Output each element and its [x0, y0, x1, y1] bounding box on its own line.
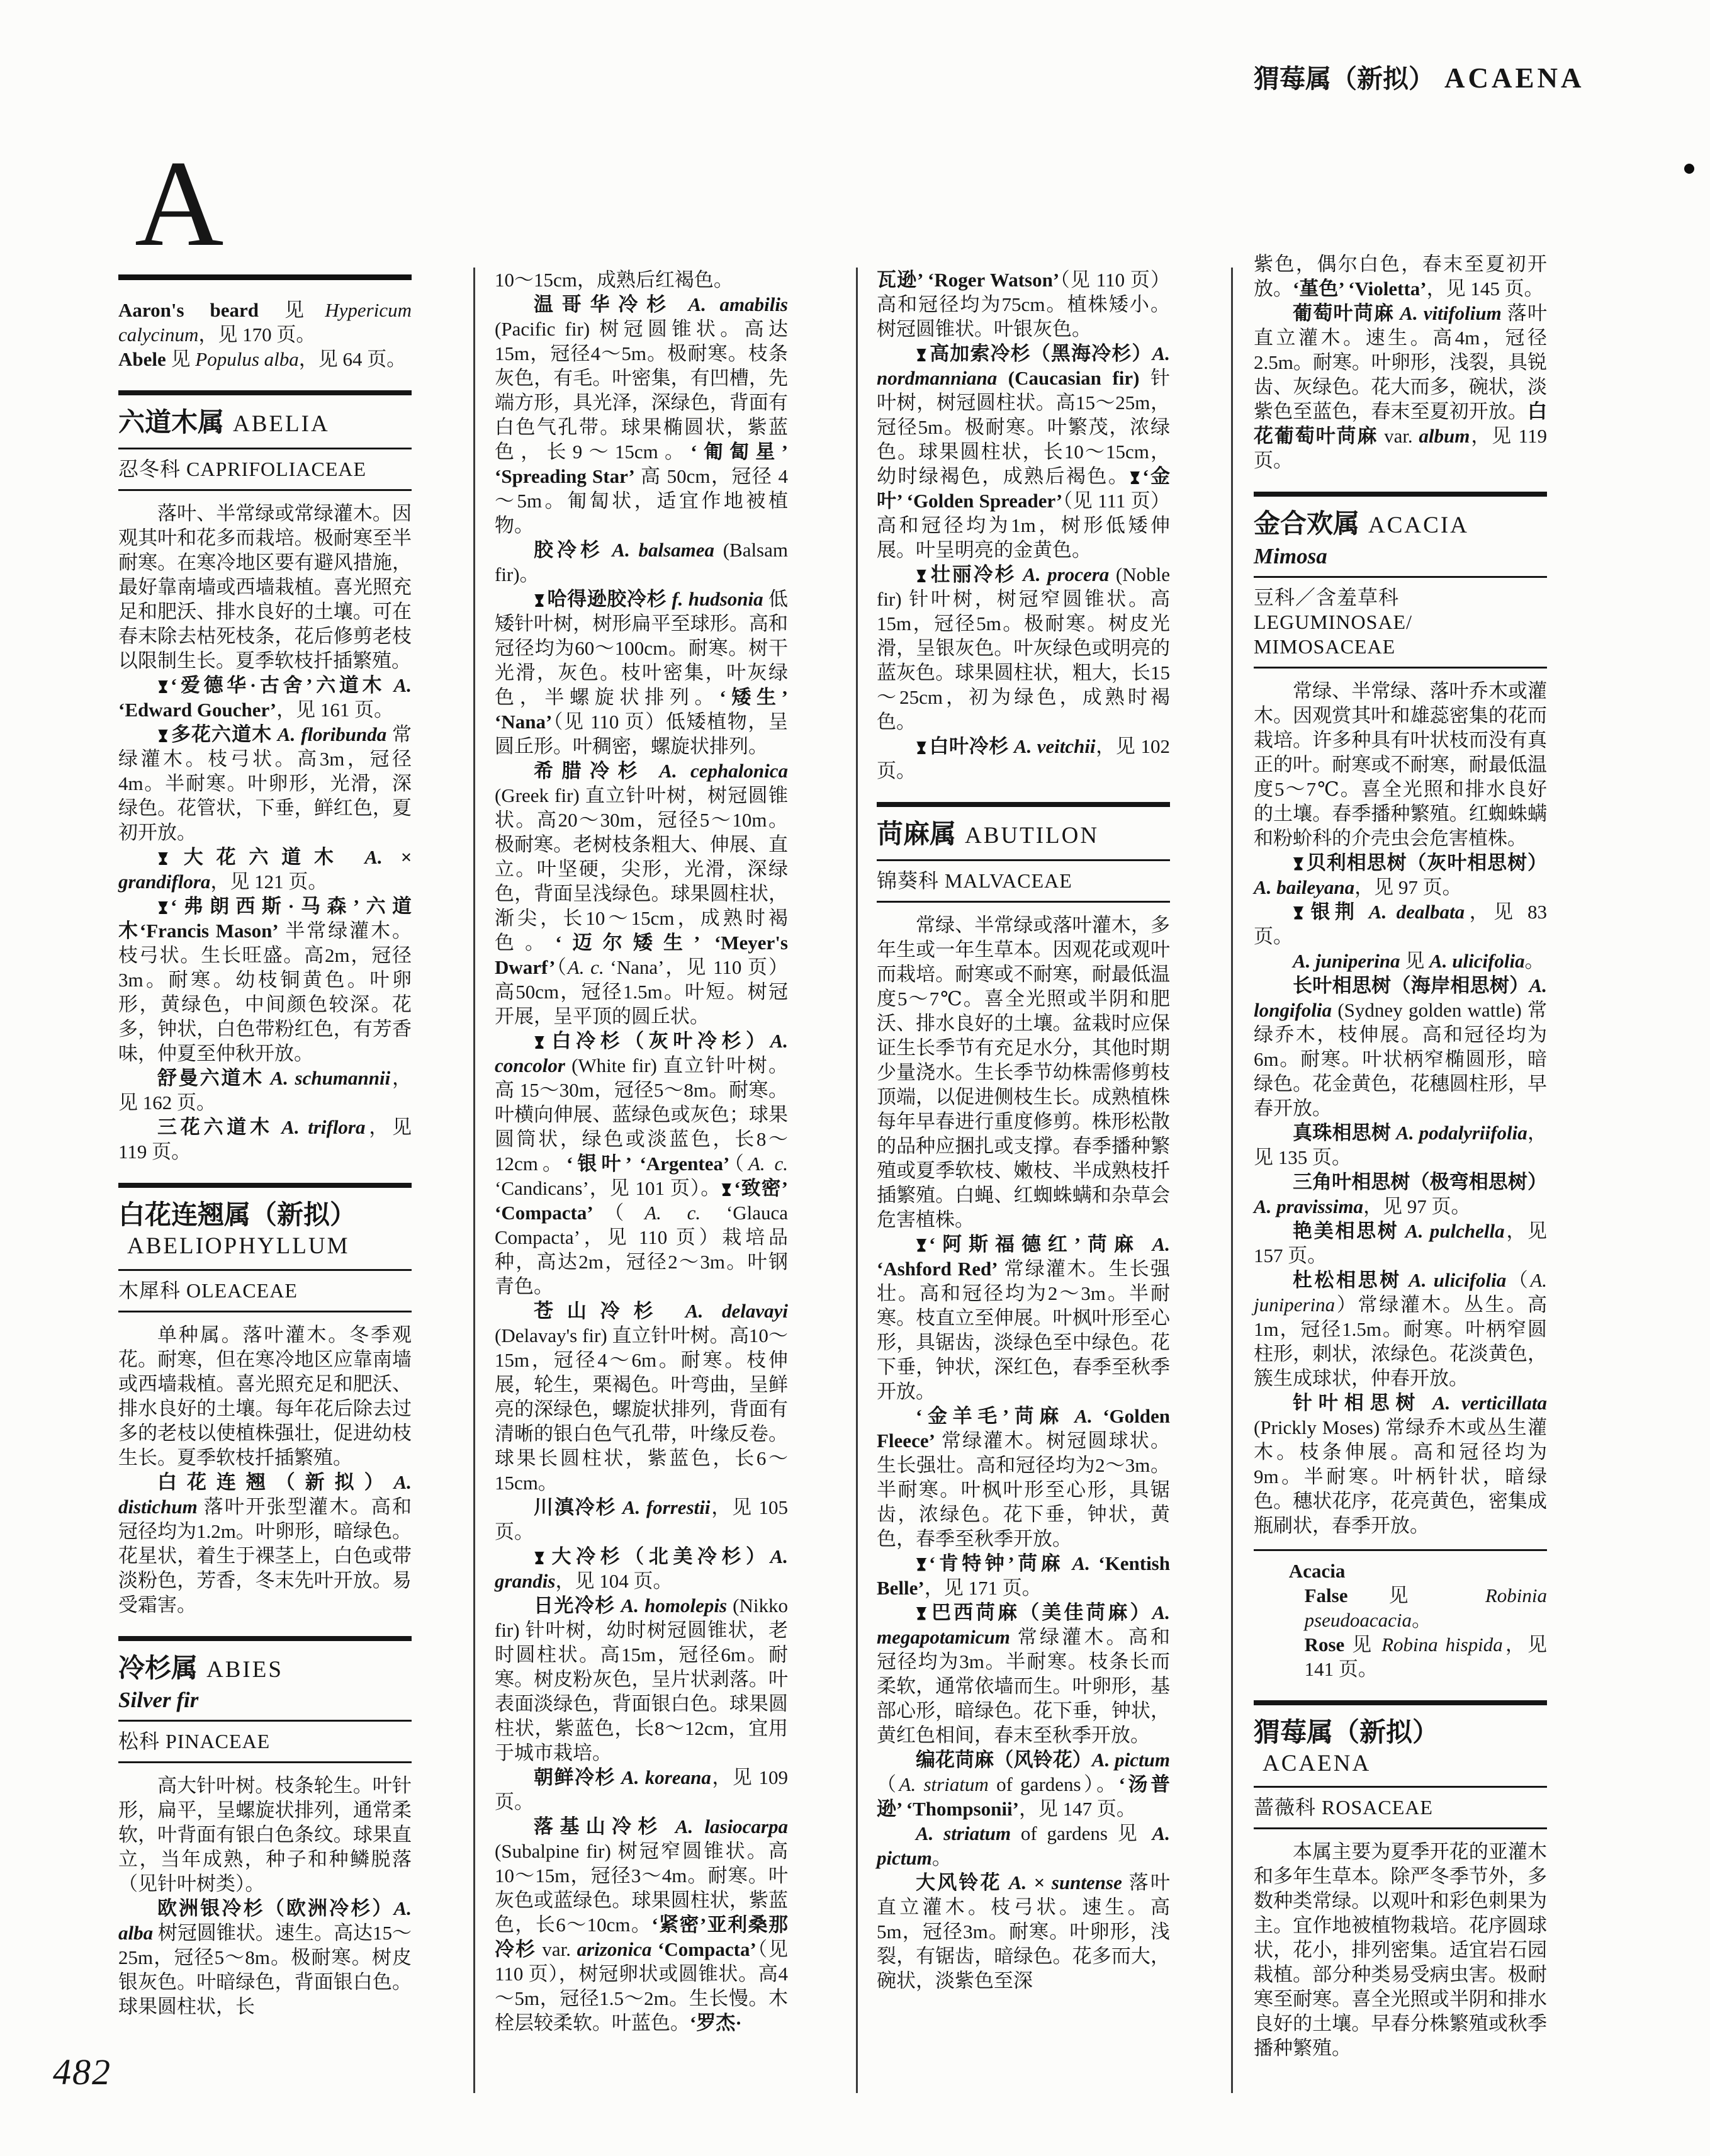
- column-divider: [473, 268, 475, 2093]
- species-entry: [495, 1029, 788, 1299]
- award-trophy-icon: [916, 1607, 927, 1620]
- text-run: A. dealbata: [1368, 900, 1465, 923]
- species-entry: [118, 722, 412, 845]
- text-run: Aaron's beard: [118, 299, 285, 322]
- text-run: 希腊冷杉: [534, 760, 660, 782]
- text-run: 高加索冷杉（黑海冷杉）: [928, 342, 1152, 364]
- column-divider: [1231, 268, 1233, 2093]
- cross-reference-entry: [118, 347, 412, 371]
- text-run: 落叶直立灌木。枝弓状。速生。高5m，冠径3m。耐寒。叶卵形，浅裂，有锯齿，暗绿色。花多而大，碗状，淡紫色至深: [877, 1871, 1171, 1992]
- intro-paragraph: [118, 501, 412, 673]
- species-entry: [877, 1821, 1170, 1870]
- genus-heading: [1254, 1700, 1547, 1786]
- text-run: A. baileyana: [1254, 876, 1355, 898]
- text-run: 10～15cm，成熟后红褐色。: [495, 269, 733, 291]
- award-trophy-icon: [916, 570, 927, 582]
- award-trophy-icon: [1293, 906, 1304, 919]
- text-run: 。: [1524, 949, 1544, 972]
- text-run: A. ulicifolia: [1409, 1268, 1507, 1291]
- text-run: Robina hispida: [1381, 1633, 1503, 1656]
- species-entry: [1254, 973, 1547, 1120]
- text-run: 见: [171, 348, 196, 371]
- text-run: 低矮针叶树，树形扁平至球形。高和冠径均为60～100cm。耐寒。树干光滑，灰色。枝叶密集，叶灰绿色，半螺旋状排列。: [495, 588, 789, 708]
- species-entry: [1254, 1268, 1547, 1391]
- text-run: 落叶、半常绿或常绿灌木。因观其叶和花多而栽培。极耐寒至半耐寒。在寒冷地区要有避风措施，最好靠南墙或西墙栽植。喜光照充足和肥沃、排水良好的土壤。可在春末除去枯死枝条，花后修剪老枝以限制生长。夏季软枝扦插繁殖。: [118, 502, 412, 672]
- text-run: (White fir) 直立针叶树。高 15～30m，冠径5～8m。耐寒。叶横向伸展、蓝绿色或灰色；球果圆筒状，绿色或淡蓝色，长8～12cm。: [495, 1054, 788, 1175]
- family-line: 锦葵科 MALVACEAE: [877, 859, 1170, 903]
- running-head-chinese: 猬莓属（新拟）: [1254, 64, 1434, 93]
- text-run: 银荆: [1305, 900, 1369, 923]
- text-run: A. delavayi: [685, 1300, 788, 1322]
- family-line: 豆科／含羞草科 LEGUMINOSAE/ MIMOSACEAE: [1254, 576, 1547, 669]
- text-run: A.: [1072, 1552, 1091, 1574]
- text-run: ‘汤普逊’ ‘Thompsonii’: [877, 1773, 1170, 1820]
- text-run: ，见 170 页。: [198, 324, 316, 346]
- text-run: (Balsam fir)。: [495, 539, 788, 585]
- text-run: 半常绿灌木。枝弓状。生长旺盛。高2m，冠径3m。耐寒。幼枝铜黄色。叶卵形，黄绿色，中间颜色较深。花多，钟状，白色带粉红色，有芳香味，仲夏至仲秋开放。: [118, 919, 412, 1064]
- intro-paragraph: [118, 1773, 412, 1896]
- text-run: A. nordmanniana: [877, 342, 1170, 389]
- text-run: (Prickly Moses) 常绿乔木或丛生灌木。枝条伸展。高和冠径均为9m。半耐寒。叶柄针状，暗绿色。穗状花序，花亮黄色，密集成瓶刷状，春季开放。: [1254, 1416, 1547, 1537]
- text-run: 川滇冷杉: [534, 1496, 622, 1518]
- text-run: f. hudsonia: [672, 588, 763, 610]
- text-run: ‘Kentish Belle’: [877, 1552, 1170, 1599]
- text-run: 贝利相思树（灰叶相思树）: [1305, 851, 1547, 874]
- text-run: Acacia: [1288, 1559, 1346, 1582]
- award-trophy-icon: [157, 901, 169, 914]
- species-entry: [1254, 850, 1547, 900]
- text-run: A. pulchella: [1405, 1219, 1505, 1242]
- genus-chinese-name: 六道木属: [118, 409, 225, 438]
- text-run: 哈得逊胶冷杉: [546, 588, 672, 610]
- genus-chinese-name: 猬莓属（新拟）: [1254, 1718, 1439, 1747]
- text-run: 多花六道木: [170, 723, 278, 745]
- text-run: 高大针叶树。枝条轮生。叶针形，扁平，呈螺旋状排列，通常柔软，叶背面有银白色条纹。球果直立，当年成熟，种子和种鳞脱落（见针叶树类）。: [118, 1775, 412, 1895]
- species-entry: [495, 1299, 788, 1495]
- text-run: ）常绿灌木。丛生。高1m，冠径1.5m。耐寒。叶柄窄圆柱形，刺状，浓绿色。花淡黄色，簇生成球状，仲春开放。: [1254, 1293, 1547, 1389]
- text-run: of gardens 见: [1011, 1822, 1152, 1844]
- cross-reference-entry: [118, 298, 412, 347]
- text-run: 见: [1388, 1584, 1485, 1606]
- text-run: A. lasiocarpa: [675, 1815, 788, 1837]
- text-run: （: [729, 1153, 748, 1175]
- text-run: ，见 141 页。: [1304, 1633, 1547, 1680]
- text-run: A.: [393, 674, 412, 696]
- text-run: 葡萄叶苘麻: [1293, 302, 1400, 324]
- text-run: 编花苘麻（风铃花）: [916, 1748, 1092, 1771]
- text-run: ‘Golden Fleece’: [877, 1404, 1170, 1452]
- text-run: (Caucasian fir): [997, 367, 1140, 389]
- award-trophy-icon: [1293, 857, 1304, 870]
- text-run: 长叶相思树（海岸相思树）: [1293, 974, 1529, 996]
- intro-paragraph: [877, 913, 1170, 1232]
- intro-paragraph: [1254, 679, 1547, 850]
- text-run: ‘肯特钟’苘麻: [928, 1552, 1072, 1574]
- text-run: 常绿灌木。枝弓状。高3m，冠径4m。半耐寒。叶卵形，光滑，深绿色。花管状，下垂，鲜红色，夏初开放。: [118, 723, 412, 844]
- text-run: ，见 102 页。: [877, 735, 1171, 782]
- text-run: （: [555, 956, 568, 978]
- separator-rule: [1254, 1549, 1547, 1551]
- drop-cap-letter: A: [118, 150, 412, 280]
- text-run: A. vitifolium: [1400, 302, 1502, 324]
- species-entry: [877, 1870, 1170, 1993]
- text-run: ，见 121 页。: [210, 870, 328, 893]
- genus-common-name: Mimosa: [1254, 543, 1327, 568]
- genus-heading: [118, 390, 412, 448]
- text-run: var.: [1384, 425, 1419, 447]
- award-trophy-icon: [721, 1183, 732, 1196]
- text-run: ‘堇色’ ‘Violetta’: [1293, 278, 1427, 300]
- species-entry: [1254, 1170, 1547, 1219]
- text-run: A. amabilis: [688, 293, 788, 315]
- text-run: 落叶开张型灌木。高和冠径均为1.2m。叶卵形，暗绿色。花星状，着生于裸茎上，白色或带淡粉色，芳香，冬末先叶开放。易受霜害。: [118, 1495, 412, 1616]
- text-run: A. schumannii: [270, 1066, 391, 1089]
- ink-dot: [1684, 164, 1694, 174]
- text-run: 真珠相思树: [1293, 1121, 1397, 1144]
- genus-heading: [1254, 492, 1547, 576]
- text-run: ‘爱德华·古舍’六道木: [170, 674, 394, 696]
- text-run: A. balsamea: [612, 539, 715, 561]
- see-also-entry: [1254, 1559, 1547, 1583]
- text-run: A.: [1074, 1404, 1093, 1427]
- species-entry: [118, 894, 412, 1066]
- text-run: （: [877, 1773, 899, 1795]
- column-4: [1254, 252, 1547, 2060]
- text-run: 胶冷杉: [534, 539, 612, 561]
- text-run: A. verticillata: [1432, 1391, 1547, 1414]
- text-run: A. concolor: [495, 1030, 788, 1076]
- text-run: 日光冷杉: [534, 1594, 621, 1617]
- species-entry: [1254, 301, 1547, 473]
- text-run: A. × grandiflora: [118, 845, 412, 893]
- text-run: 见: [1352, 1633, 1382, 1656]
- text-run: 杜松相思树: [1293, 1268, 1409, 1291]
- text-run: ‘罗杰·: [690, 2012, 742, 2034]
- genus-latin-name: ACAENA: [1263, 1751, 1371, 1776]
- species-entry: [118, 1896, 412, 2019]
- text-run: A. cephalonica: [659, 760, 789, 782]
- intro-paragraph: [118, 1323, 412, 1470]
- text-run: 白冷杉（灰叶冷杉）: [546, 1030, 770, 1052]
- species-entry: [495, 292, 788, 538]
- text-run: ，见 119 页。: [118, 1115, 412, 1163]
- text-run: A. veitchii: [1013, 735, 1096, 757]
- text-run: 常绿灌木。树冠圆球状。生长强壮。高和冠径均为2～3m。半耐寒。叶枫叶形至心形，具锯齿，浓绿色。花下垂，钟状，黄色，春季至秋季开放。: [877, 1429, 1170, 1550]
- text-run: of gardens）。: [988, 1773, 1119, 1795]
- text-run: 。: [931, 1846, 952, 1869]
- text-run: ‘银叶’ ‘Argentea’: [566, 1153, 730, 1175]
- genus-heading: [877, 802, 1170, 859]
- text-run: (Sydney golden wattle) 常绿乔木，枝伸展。高和冠径均为6m。耐寒。叶状柄窄椭圆形，暗绿色。花金黄色，花穗圆柱形，早春开放。: [1254, 998, 1547, 1119]
- text-run: A. podalyriifolia: [1396, 1121, 1527, 1144]
- text-run: A. juniperina: [1254, 1268, 1547, 1316]
- text-run: 常绿灌木。高和冠径均为3m。半耐寒。枝条长而柔软，通常依墙而生。叶卵形，基部心形，暗绿色。花下垂，钟状，黄红色相间，春末至秋季开放。: [877, 1625, 1170, 1746]
- text-run: ，见 109 页。: [495, 1766, 788, 1813]
- text-run: ，见 162 页。: [118, 1066, 412, 1114]
- species-entry: [877, 1404, 1170, 1551]
- species-entry: [1254, 1391, 1547, 1538]
- species-entry: [1254, 1120, 1547, 1170]
- species-entry: [1254, 1219, 1547, 1268]
- text-run: ‘迈尔矮生’ ‘Meyer's Dwarf’: [495, 932, 788, 978]
- text-run: 白花连翘（新拟）: [157, 1470, 394, 1493]
- text-run: A. juniperina: [1293, 949, 1400, 972]
- text-run: ，见 135 页。: [1254, 1121, 1548, 1168]
- text-run: 朝鲜冷杉: [534, 1766, 622, 1788]
- text-run: ‘Nana’，见 110 页）高50cm，冠径1.5m。叶短。树冠开展，呈平顶的圆丘状。: [495, 956, 789, 1027]
- text-run: ，见 97 页。: [1354, 876, 1462, 898]
- text-run: album: [1419, 425, 1470, 447]
- page-number: 482: [53, 2052, 111, 2092]
- text-run: A. striatum: [916, 1822, 1011, 1844]
- text-run: Robinia pseudoacacia: [1304, 1584, 1548, 1631]
- text-run: ，见 105 页。: [495, 1496, 789, 1543]
- text-run: 落叶直立灌木。速生。高4m，冠径2.5m。耐寒。叶卵形，浅裂，具锐齿、灰绿色。花大而多，碗状，淡紫色至蓝色，春末至夏初开放。: [1254, 302, 1547, 422]
- species-entry: [118, 1066, 412, 1115]
- genus-chinese-name: 白花连翘属（新拟）: [118, 1200, 357, 1230]
- text-run: ，见 83 页。: [1254, 900, 1548, 947]
- award-trophy-icon: [157, 852, 169, 865]
- column-divider: [856, 268, 858, 2093]
- column-3: [877, 268, 1170, 1993]
- text-run: 欧洲银冷杉（欧洲冷杉）: [157, 1897, 394, 1920]
- text-run: A. striatum: [899, 1773, 989, 1795]
- see-also-entry: [1254, 1583, 1547, 1632]
- text-run: A. pravissima: [1254, 1195, 1363, 1217]
- column-1-content: [118, 298, 412, 2019]
- text-run: A. c.: [567, 956, 604, 978]
- species-entry: [877, 562, 1170, 734]
- text-run: Abele: [118, 348, 171, 371]
- text-run: ‘阿斯福德红’苘麻: [928, 1233, 1152, 1255]
- family-line: 松科 PINACEAE: [118, 1720, 412, 1763]
- text-run: 瓦逊’ ‘Roger Watson’: [877, 269, 1060, 291]
- text-run: (Noble fir) 针叶树，树冠窄圆锥状。高15m，冠径5m。极耐寒。树皮光滑，呈银灰色。叶灰绿色或明亮的蓝灰色。球果圆柱状，粗大，长15～25cm，初为绿色，成熟时褐色。: [877, 563, 1171, 733]
- column-2: [495, 268, 788, 2035]
- text-run: ‘Candicans’，见 101 页）。: [495, 1177, 721, 1199]
- text-run: 。: [1412, 1608, 1432, 1631]
- text-run: 大风铃花: [916, 1871, 1009, 1894]
- text-run: 常绿、半常绿、落叶乔木或灌木。因观赏其叶和雄蕊密集的花而栽培。许多种具有叶状枝而没有真正的叶。耐寒或不耐寒，耐最低温度5～7℃。喜全光照和排水良好的土壤。春季播种繁殖。红蜘蛛螨和粉蚧科的介壳虫会危害植株。: [1254, 679, 1547, 849]
- species-entry: [877, 341, 1170, 562]
- continuation-text: [1254, 252, 1547, 301]
- species-entry: [877, 1551, 1170, 1600]
- text-run: 常绿、半常绿或落叶灌木，多年生或一年生草本。因观花或观叶而栽培。耐寒或不耐寒，耐最低温度5～7℃。喜全光照或半阴和肥沃、排水良好的土壤。盆栽时应保证生长季节有充足水分，其他时期少量浇水。生长季节幼株需修剪枝顶端，以促进侧枝生长。成熟植株每年早春进行重度修剪。株形松散的品种应捆扎或支撑。春季播种繁殖或夏季软枝、嫩枝、半成熟枝扦插繁殖。白蝇、红蜘蛛螨和杂草会危害植株。: [877, 913, 1170, 1231]
- text-run: （见 111 页）高和冠径均为1m，树形低矮伸展。叶呈明亮的金黄色。: [877, 490, 1170, 561]
- species-entry: [877, 734, 1170, 783]
- text-run: A. alba: [118, 1897, 412, 1944]
- text-run: ‘金羊毛’苘麻: [916, 1404, 1075, 1427]
- text-run: 本属主要为夏季开花的亚灌木和多年生草本。除严冬季节外，多数种类常绿。以观叶和彩色刺果为主。宜作地被植物栽培。花序圆球状，花小，排列密集。适宜岩石园栽植。部分种类易受病虫害。极耐寒至耐寒。喜全光照或半阴和排水良好的土壤。早春分株繁殖或秋季播种繁殖。: [1254, 1841, 1547, 2060]
- award-trophy-icon: [157, 730, 169, 742]
- species-entry: [1254, 900, 1547, 949]
- award-trophy-icon: [916, 1558, 927, 1571]
- text-run: (Subalpine fir) 树冠窄圆锥状。高10～15m，冠径3～4m。耐寒。叶灰色或蓝绿色。球果圆柱状，紫蓝色，长6～10cm。: [495, 1840, 788, 1936]
- text-run: A. × suntense: [1008, 1871, 1122, 1894]
- text-run: ‘Ashford Red’: [877, 1257, 998, 1280]
- text-run: 舒曼六道木: [157, 1066, 271, 1089]
- award-trophy-icon: [534, 1036, 545, 1049]
- genus-latin-name: ABUTILON: [965, 823, 1100, 849]
- text-run: 大花六道木: [170, 845, 365, 868]
- text-run: Rose: [1304, 1633, 1353, 1656]
- text-run: Hypericum calycinum: [118, 299, 412, 346]
- text-run: A.: [1152, 1233, 1170, 1255]
- species-entry: [495, 1765, 788, 1814]
- see-also-entry: [1254, 1632, 1547, 1681]
- text-run: A. floribunda: [277, 723, 387, 745]
- text-run: A. megapotamicum: [877, 1601, 1170, 1648]
- family-line: 木犀科 OLEACEAE: [118, 1269, 412, 1312]
- text-run: ‘弗朗西斯·马森’六道木‘Francis Mason’: [118, 895, 412, 942]
- species-entry: [877, 1747, 1170, 1821]
- text-run: 高 50cm，冠径 4～5m。匍匐状，适宜作地被植物。: [495, 465, 788, 536]
- species-entry: [495, 1495, 788, 1544]
- text-run: ，见 119 页。: [1254, 425, 1548, 471]
- genus-common-name: Silver fir: [118, 1688, 199, 1713]
- species-entry: [495, 587, 788, 759]
- text-run: ，见 64 页。: [298, 348, 407, 371]
- text-run: ，见 161 页。: [276, 698, 394, 721]
- text-run: A. forrestii: [622, 1496, 711, 1518]
- text-run: 树冠圆锥状。速生。高达15～25m，冠径5～8m。极耐寒。树皮银灰色。叶暗绿色，背面银白色。球果圆柱状，长: [118, 1922, 412, 2018]
- species-entry: [495, 1814, 788, 2035]
- text-run: ，见 145 页。: [1426, 278, 1544, 300]
- genus-chinese-name: 冷杉属: [118, 1654, 198, 1683]
- award-trophy-icon: [916, 742, 927, 754]
- text-run: （: [1506, 1268, 1531, 1291]
- text-run: (Nikko fir) 针叶树，幼时树冠圆锥状，老时圆柱状。高15m，冠径6m。耐寒。树皮粉灰色，呈片状剥落。叶表面淡绿色，背面银白色。球果圆柱状，紫蓝色，长8～12cm，宜用于城市栽培。: [495, 1594, 788, 1764]
- text-run: （: [593, 1202, 645, 1224]
- species-entry: [495, 538, 788, 587]
- text-run: 白花葡萄叶苘麻: [1254, 400, 1547, 447]
- text-run: var.: [542, 1938, 577, 1960]
- text-run: 针叶树，树冠圆柱状。高15～25m，冠径5m。极耐寒。叶繁茂，浓绿色。球果圆柱状，长10～15cm，幼时绿褐色，成熟后褐色。: [877, 367, 1170, 487]
- text-run: （见 110 页）高和冠径均为75cm。植株矮小。树冠圆锥状。叶银灰色。: [877, 269, 1170, 340]
- text-run: ，见 157 页。: [1254, 1219, 1548, 1267]
- text-run: 白叶冷杉: [928, 735, 1014, 757]
- text-run: ‘矮生’ ‘Nana’: [495, 686, 788, 733]
- text-run: (Pacific fir) 树冠圆锥状。高达15m，冠径4～5m。极耐寒。枝条灰色，有毛。叶密集，有凹槽，先端方形，具光泽，深绿色，背面有白色气孔带。球果椭圆状，紫蓝色，长9～15cm。: [495, 318, 788, 463]
- text-run: A. triflora: [281, 1115, 366, 1138]
- text-run: 苍山冷杉: [534, 1300, 685, 1322]
- text-run: 针叶相思树: [1293, 1391, 1432, 1414]
- running-head-latin: ACAENA: [1444, 62, 1585, 94]
- text-run: 见: [1400, 949, 1430, 972]
- text-run: ，见 171 页。: [924, 1576, 1042, 1599]
- genus-latin-name: ABELIA: [233, 411, 330, 437]
- text-run: ，见 97 页。: [1363, 1195, 1471, 1217]
- text-run: Populus alba: [195, 348, 299, 371]
- genus-latin-name: ABIES: [206, 1656, 283, 1683]
- text-run: ‘紧密’亚利桑那冷杉: [495, 1914, 788, 1960]
- species-entry: [495, 1593, 788, 1765]
- species-entry: [118, 673, 412, 722]
- text-run: ‘Edward Goucher’: [118, 698, 277, 721]
- text-run: arizonica: [577, 1938, 652, 1960]
- text-run: A. homolepis: [621, 1594, 728, 1617]
- column-1: [118, 135, 412, 2019]
- text-run: ‘匍匐星’ ‘Spreading Star’: [495, 441, 788, 487]
- award-trophy-icon: [916, 349, 927, 361]
- text-run: A. ulicifolia: [1429, 949, 1525, 972]
- text-run: 单种属。落叶灌木。冬季观花。耐寒，但在寒冷地区应靠南墙或西墙栽植。喜光照充足和肥沃、排水良好的土壤。每年花后除去过多的老枝以使植株强壮，促进幼枝生长。夏季软枝扦插繁殖。: [118, 1323, 412, 1469]
- text-run: A. c.: [644, 1202, 701, 1224]
- text-run: 温哥华冷杉: [534, 293, 689, 315]
- text-run: 艳美相思树: [1293, 1219, 1405, 1242]
- text-run: （见 110 页）低矮植物，呈圆丘形。叶稠密，螺旋状排列。: [495, 711, 788, 757]
- text-run: (Greek fir) 直立针叶树，树冠圆锥状。高20～30m，冠径5～10m。极耐寒。老树枝条粗大、伸展、直立。叶坚硬，尖形，光滑，深绿色，背面呈浅绿色。球果圆柱状，渐尖，长10～15cm，成熟时褐色。: [495, 784, 788, 954]
- text-run: A. pictum: [877, 1822, 1171, 1869]
- genus-chinese-name: 金合欢属: [1254, 510, 1360, 539]
- award-trophy-icon: [1129, 471, 1140, 484]
- species-entry: [877, 1232, 1170, 1404]
- text-run: ‘Compacta’: [651, 1938, 757, 1960]
- running-head: [1254, 58, 1585, 95]
- text-run: 三角叶相思树（极弯相思树）: [1293, 1170, 1547, 1193]
- text-run: A. pictum: [1091, 1748, 1171, 1771]
- text-run: 大冷杉（北美冷杉）: [546, 1545, 770, 1567]
- text-run: A. koreana: [621, 1766, 711, 1788]
- species-entry: [118, 1470, 412, 1617]
- text-run: False: [1304, 1584, 1389, 1606]
- text-run: ‘致密’ ‘Compacta’: [495, 1177, 789, 1224]
- species-entry: [495, 1544, 788, 1593]
- text-run: A. c.: [748, 1153, 788, 1175]
- text-run: ，见 104 页。: [555, 1570, 673, 1592]
- species-entry: [118, 845, 412, 894]
- text-run: ‘Glauca Compacta’，见 110 页）栽培品种，高达2m，冠径2～3m。叶钢青色。: [495, 1202, 788, 1297]
- text-run: 三花六道木: [157, 1115, 282, 1138]
- intro-paragraph: [1254, 1839, 1547, 2060]
- text-run: （见 110 页），树冠卵状或圆锥状。高4～5m，冠径1.5～2m。生长慢。木栓层较柔软。叶蓝色。: [495, 1938, 789, 2034]
- text-run: 紫色，偶尔白色，春末至夏初开放。: [1254, 253, 1547, 300]
- species-entry: [118, 1115, 412, 1164]
- text-run: A. longifolia: [1254, 974, 1547, 1021]
- text-run: 巴西苘麻（美佳苘麻）: [928, 1601, 1152, 1623]
- text-run: 见: [284, 299, 325, 322]
- text-run: ‘金叶’ ‘Golden Spreader’: [877, 465, 1170, 512]
- award-trophy-icon: [916, 1239, 927, 1251]
- genus-latin-name: ABELIOPHYLLUM: [127, 1233, 350, 1260]
- continuation-text: [877, 268, 1170, 341]
- award-trophy-icon: [534, 594, 545, 607]
- text-run: A. distichum: [118, 1470, 412, 1518]
- family-line: 忍冬科 CAPRIFOLIACEAE: [118, 448, 412, 491]
- genus-latin-name: ACACIA: [1368, 512, 1469, 538]
- continuation-text: [495, 268, 788, 292]
- genus-chinese-name: 苘麻属: [877, 820, 957, 849]
- text-run: 常绿灌木。生长强壮。高和冠径均为2～3m。半耐寒。枝直立至伸展。叶枫叶形至心形，具锯齿，淡绿色至中绿色。花下垂，钟状，深红色，春季至秋季开放。: [877, 1257, 1170, 1403]
- text-run: A. procera: [1023, 563, 1110, 585]
- text-run: A. grandis: [495, 1545, 788, 1592]
- award-trophy-icon: [534, 1552, 545, 1564]
- genus-heading: [118, 1183, 412, 1269]
- species-entry: [877, 1600, 1170, 1747]
- genus-heading: [118, 1636, 412, 1720]
- text-run: 壮丽冷杉: [928, 563, 1023, 585]
- text-run: 落基山冷杉: [534, 1815, 675, 1837]
- species-entry: [1254, 949, 1547, 973]
- award-trophy-icon: [157, 680, 169, 693]
- text-run: (Delavay's fir) 直立针叶树。高10～15m，冠径4～6m。耐寒。枝伸展，轮生，栗褐色。叶弯曲，呈鲜亮的深绿色，螺旋状排列，背面有清晰的银白色气孔带，叶缘反卷。球果长圆柱状，紫蓝色，长6～15cm。: [495, 1324, 788, 1494]
- species-entry: [495, 759, 788, 1029]
- family-line: 蔷薇科 ROSACEAE: [1254, 1786, 1547, 1829]
- text-run: ，见 147 页。: [1018, 1797, 1136, 1820]
